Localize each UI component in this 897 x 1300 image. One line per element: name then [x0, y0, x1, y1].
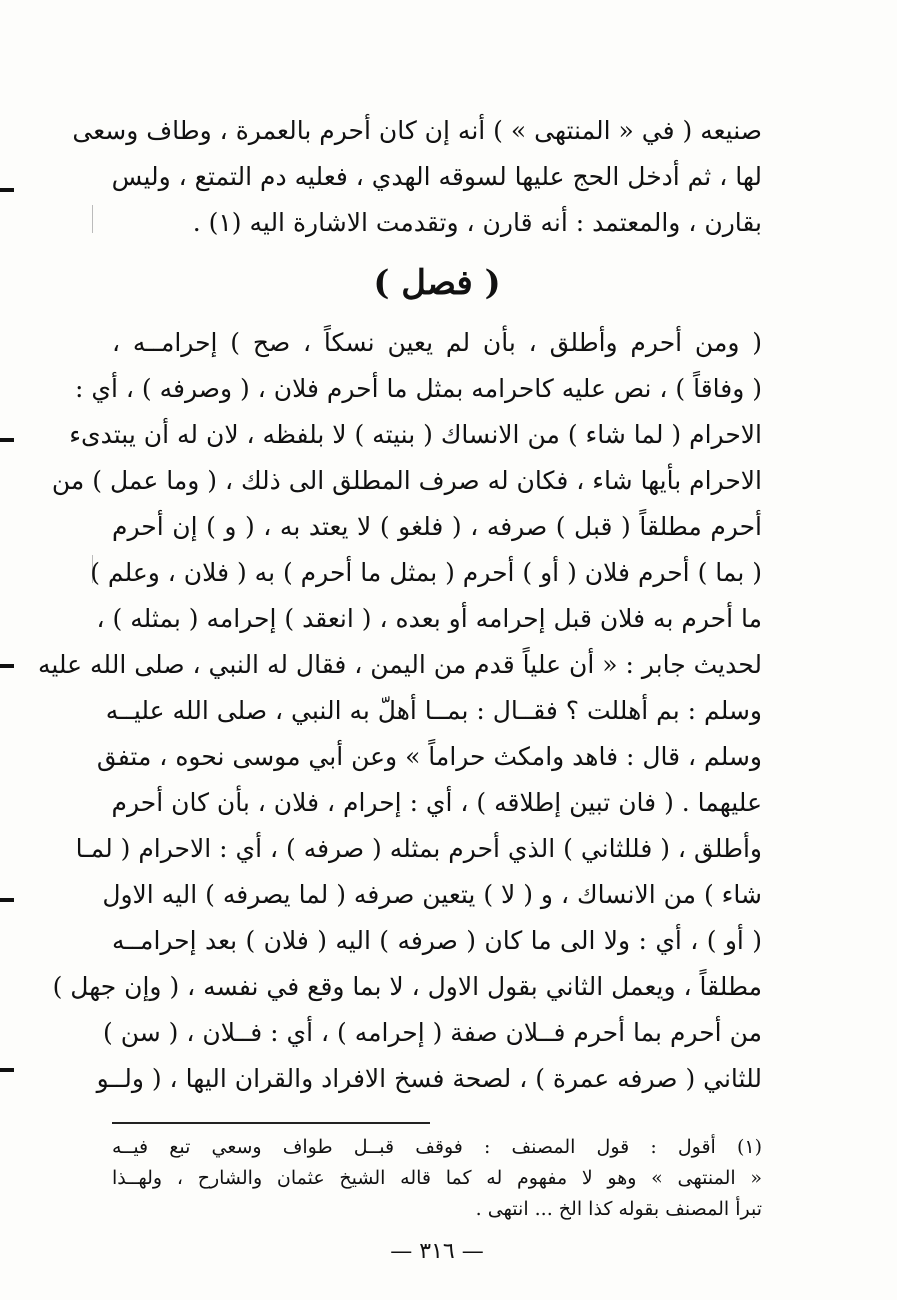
text-line: عليهما . ( فان تبين إطلاقه ) ، أي : إحرام ، فلان ، بأن كان أحرم	[111, 788, 762, 817]
text-line: شاء ) من الانساك ، و ( لا ) يتعين صرفه ( لما يصرفه ) اليه الاول	[102, 880, 762, 909]
section-heading: ( فصل )	[373, 263, 501, 303]
book-page	[37, 108, 762, 1264]
page-number: — ٣١٦ —	[390, 1239, 484, 1264]
text-line: ( ومن أحرم وأطلق ، بأن لم يعين نسكاً ، صح ) إحرامــه ،	[112, 328, 762, 357]
body-paragraph	[37, 320, 762, 1102]
footnote	[112, 1132, 762, 1225]
text-line: صنيعه ( في « المنتهى » ) أنه إن كان أحرم بالعمرة ، وطاف وسعى	[72, 116, 762, 145]
text-line: وسلم : بم أهللت ؟ فقــال : بمــا أهلّ به النبي ، صلى الله عليــه	[105, 696, 762, 725]
text-line: لها ، ثم أدخل الحج عليها لسوقه الهدي ، فعليه دم التمتع ، وليس	[111, 162, 762, 191]
text-line: من أحرم بما أحرم فــلان صفة ( إحرامه ) ، أي : فــلان ، ( سن )	[103, 1018, 762, 1047]
scan-artifact-line	[92, 205, 93, 233]
text-line: للثاني ( صرفه عمرة ) ، لصحة فسخ الافراد والقران اليها ، ( ولــو	[96, 1064, 762, 1093]
footnote-line: « المنتهى » وهو لا مفهوم له كما قاله الشيخ عثمان والشارح ، ولهــذا	[112, 1167, 762, 1189]
text-line: أحرم مطلقاً ( قبل ) صرفه ، ( فلغو ) لا يعتد به ، ( و ) إن أحرم	[112, 512, 762, 541]
footnote-line: تبرأ المصنف بقوله كذا الخ ... انتهى .	[475, 1198, 762, 1220]
scan-margin-mark	[0, 188, 14, 192]
footnote-divider	[112, 1122, 430, 1124]
scan-margin-mark	[0, 898, 14, 902]
text-line: وأطلق ، ( فللثاني ) الذي أحرم بمثله ( صرفه ) ، أي : الاحرام ( لمـا	[75, 834, 762, 863]
text-line: ( أو ) ، أي : ولا الى ما كان ( صرفه ) اليه ( فلان ) بعد إحرامــه	[112, 926, 762, 955]
text-line: ( بما ) أحرم فلان ( أو ) أحرم ( بمثل ما أحرم ) به ( فلان ، وعلم )	[90, 558, 762, 587]
text-line: لحديث جابر : « أن علياً قدم من اليمن ، فقال له النبي ، صلى الله عليه	[37, 650, 762, 679]
text-line: ( وفاقاً ) ، نص عليه كاحرامه بمثل ما أحرم فلان ، ( وصرفه ) ، أي :	[75, 374, 762, 403]
text-line: مطلقاً ، ويعمل الثاني بقول الاول ، لا بما وقع في نفسه ، ( وإن جهل )	[52, 972, 762, 1001]
scan-margin-mark	[0, 1068, 14, 1072]
text-line: الاحرام بأيها شاء ، فكان له صرف المطلق الى ذلك ، ( وما عمل ) من	[51, 466, 762, 495]
text-line: الاحرام ( لما شاء ) من الانساك ( بنيته ) لا بلفظه ، لان له أن يبتدىء	[69, 420, 762, 449]
scan-margin-mark	[0, 664, 14, 668]
intro-paragraph	[72, 108, 762, 246]
footnote-line: (١) أقول : قول المصنف : فوقف قبــل طواف وسعي تبع فيــه	[112, 1136, 762, 1158]
text-line: بقارن ، والمعتمد : أنه قارن ، وتقدمت الاشارة اليه (١) .	[192, 208, 762, 237]
scan-margin-mark	[0, 438, 14, 442]
text-line: وسلم ، قال : فاهد وامكث حراماً » وعن أبي موسى نحوه ، متفق	[96, 742, 762, 771]
text-line: ما أحرم به فلان قبل إحرامه أو بعده ، ( انعقد ) إحرامه ( بمثله ) ،	[96, 604, 762, 633]
